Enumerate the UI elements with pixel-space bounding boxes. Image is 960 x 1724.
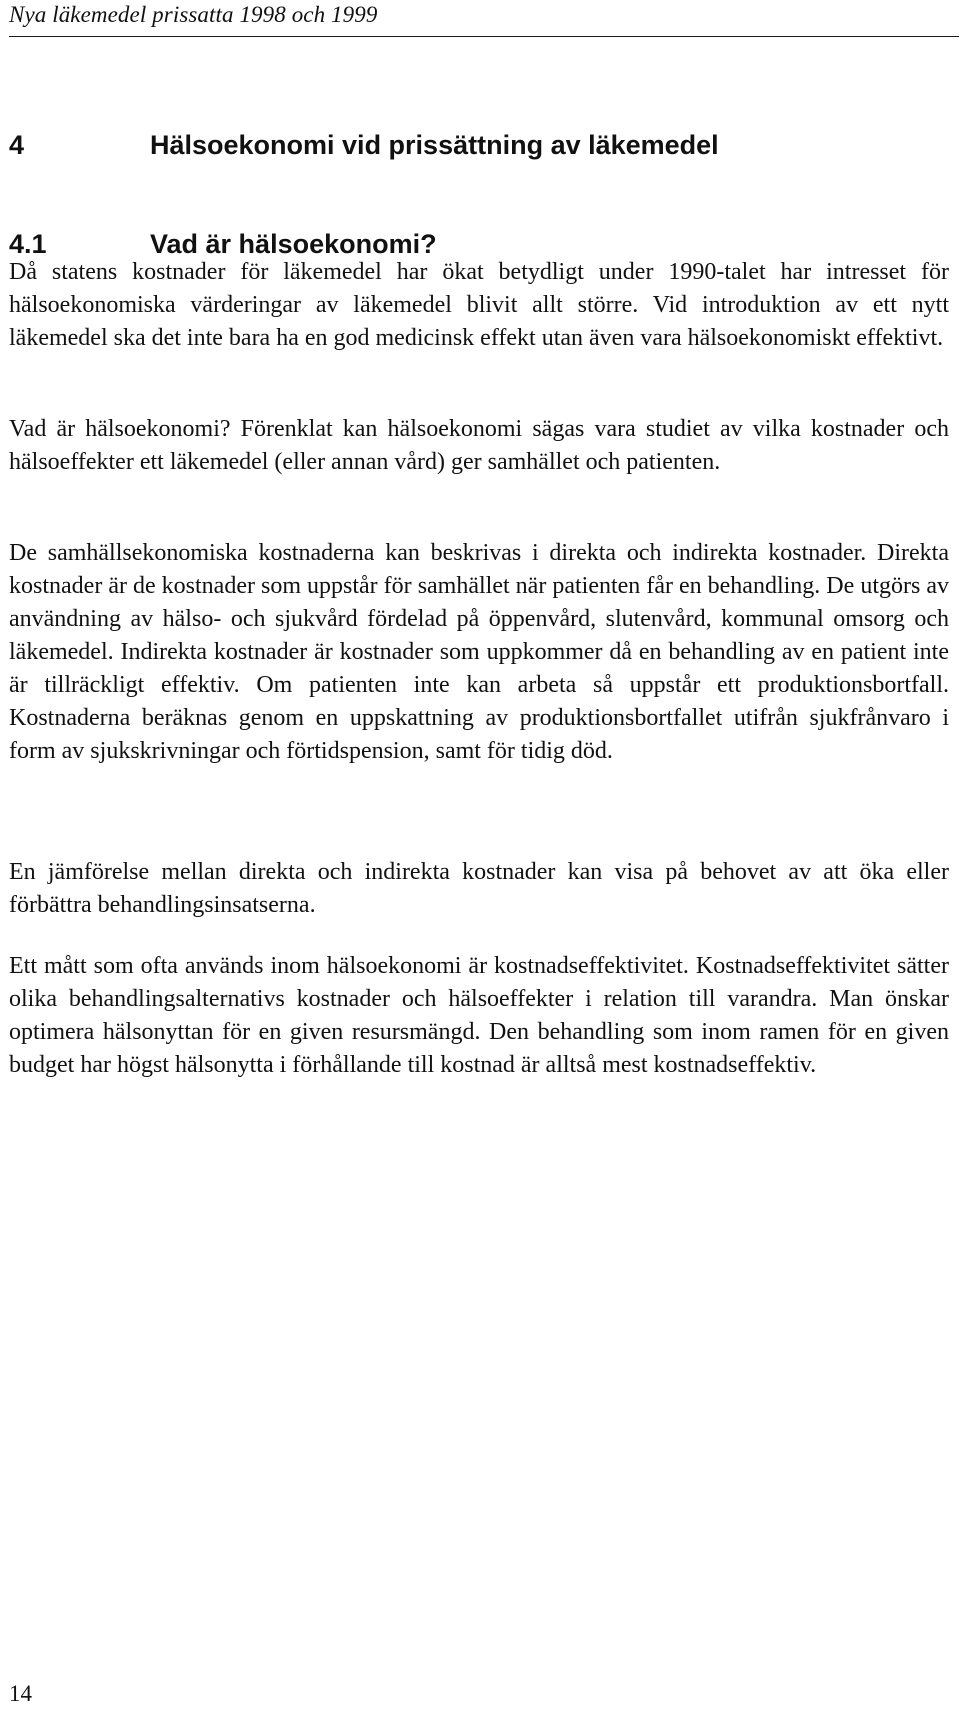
section-number: 4.1 [9,229,47,259]
chapter-heading [9,130,719,161]
chapter-number: 4 [9,130,25,160]
paragraph-costs: De samhällsekonomiska kostnaderna kan beskrivas i direkta och indirekta kostnader. Direkta kostnader är de kostnader som uppstår för samhället när patienten får en behandling. De utgörs av användning av hälso- och sjukvård fördelad på öppenvård, slutenvård, kommunal omsorg och läkemedel. Indirekta kostnader är kostnader som uppkommer då en behandling av en patient inte är tillräckligt effektiv. Om patienten inte kan arbeta så uppstår ett produktionsbortfall. Kostnaderna beräknas genom en uppskattning av produktionsbortfallet utifrån sjukfrånvaro i form av sjukskrivningar och förtidspension, samt för tidig död. [9,540,949,764]
paragraph-comparison: En jämförelse mellan direkta och indirekta kostnader kan visa på behovet av att öka eller förbättra behandlingsinsatserna. [9,859,949,918]
running-header [9,0,959,37]
chapter-title: Hälsoekonomi vid prissättning av läkemedel [150,130,719,160]
running-header-title: Nya läkemedel prissatta 1998 och 1999 [9,2,378,27]
paragraph-cost-effectiveness: Ett mått som ofta används inom hälsoekonomi är kostnadseffektivitet. Kostnadseffektivitet sätter olika behandlingsalternativs kostnader och hälsoeffekter i relation till varandra. Man önskar optimera hälsonyttan för en given resursmängd. Den behandling som inom ramen för en given budget har högst hälsonytta i förhållande till kostnad är alltså mest kostnadseffektiv. [9,953,949,1078]
paragraph-definition: Vad är hälsoekonomi? Förenklat kan hälsoekonomi sägas vara studiet av vilka kostnader och hälsoeffekter ett läkemedel (eller annan vård) ger samhället och patienten. [9,416,949,475]
section-title: Vad är hälsoekonomi? [150,229,437,259]
paragraph-intro: Då statens kostnader för läkemedel har ökat betydligt under 1990-talet har intresset för hälsoekonomiska värderingar av läkemedel blivit allt större. Vid introduktion av ett nytt läkemedel ska det inte bara ha en god medicinsk effekt utan även vara hälsoekonomiskt effektivt. [9,259,949,351]
page-number: 14 [9,1681,32,1706]
